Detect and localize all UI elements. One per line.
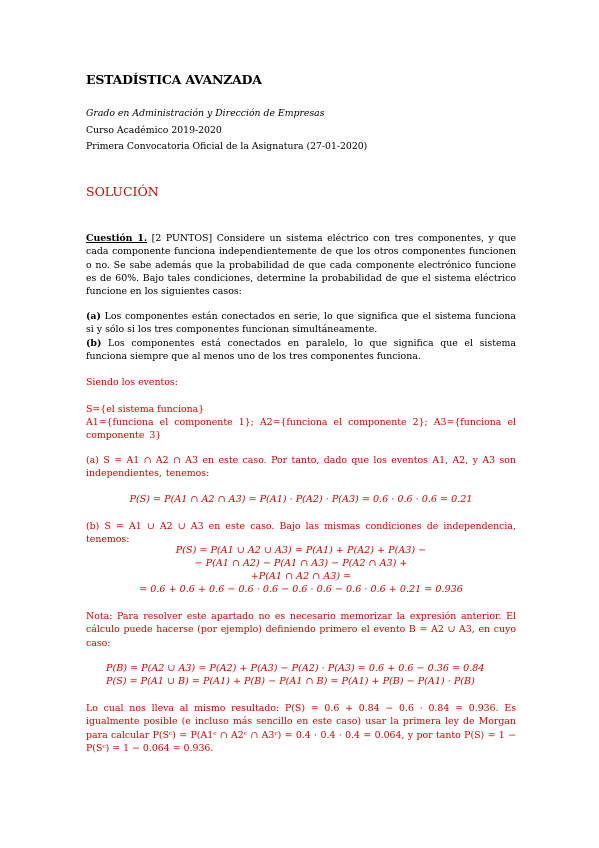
equation-b-line1: P(S) = P(A1 ∪ A2 ∪ A3) = P(A1) + P(A2) + P(A3) − bbox=[175, 545, 427, 556]
answer-part-b: (b) S = A1 ∪ A2 ∪ A3 en este caso. Bajo las mismas condiciones de independencia, tenemos: bbox=[86, 521, 516, 546]
equation-note-1: P(B) = P(A2 ∪ A3) = P(A2) + P(A3) − P(A2) · P(A3) = 0.6 + 0.6 − 0.36 = 0.84 bbox=[106, 663, 485, 674]
course-year-line: Curso Académico 2019-2020 bbox=[86, 125, 222, 136]
equation-a: P(S) = P(A1 ∩ A2 ∩ A3) = P(A1) · P(A2) · P(A3) = 0.6 · 0.6 · 0.6 = 0.21 bbox=[129, 494, 473, 505]
course-title: ESTADÍSTICA AVANZADA bbox=[86, 72, 262, 87]
note-paragraph: Nota: Para resolver este apartado no es necesario memorizar la expresión anterior. El cálculo puede hacerse (por ejemplo) definiendo primero el evento B = A2 ∪ A3, en cuyo caso: bbox=[86, 611, 516, 649]
equation-note-2: P(S) = P(A1 ∪ B) = P(A1) + P(B) − P(A1 ∩ B) = P(A1) + P(B) − P(A1) · P(B) bbox=[106, 676, 475, 687]
part-b-label: (b) bbox=[86, 338, 102, 349]
equation-b-line3: +P(A1 ∩ A2 ∩ A3) = bbox=[250, 571, 352, 582]
part-b-statement bbox=[86, 337, 516, 364]
event-s: S={el sistema funciona} bbox=[86, 404, 205, 415]
question-statement bbox=[86, 232, 516, 298]
solution-heading: SOLUCIÓN bbox=[86, 184, 159, 199]
equation-b-line2: − P(A1 ∩ A2) − P(A1 ∩ A3) − P(A2 ∩ A3) + bbox=[194, 558, 408, 569]
part-a-label: (a) bbox=[86, 311, 101, 322]
events-intro: Siendo los eventos: bbox=[86, 377, 178, 388]
exam-line: Primera Convocatoria Oficial de la Asignatura (27-01-2020) bbox=[86, 141, 368, 152]
degree-line: Grado en Administración y Dirección de Empresas bbox=[86, 108, 325, 119]
part-b-text: Los componentes está conectados en paralelo, lo que significa que el sistema funciona siempre que al menos uno de los tres componentes funciona. bbox=[86, 338, 516, 363]
question-text: [2 PUNTOS] Considere un sistema eléctrico con tres componentes, y que cada componente funciona independientemente de que los otros componentes funcionen o no. Se sabe además que la probabilidad de que cada componente electrónico funcione es de 60%. Bajo tales condiciones, determine la probabilidad de que el sistema eléctrico funcione en los siguientes casos: bbox=[86, 233, 516, 298]
part-a-statement bbox=[86, 310, 516, 337]
part-a-text: Los componentes están conectados en serie, lo que significa que el sistema funciona si y sólo si los tres componentes funcionan simultáneamente. bbox=[86, 311, 516, 336]
equation-b-line4: = 0.6 + 0.6 + 0.6 − 0.6 · 0.6 − 0.6 · 0.6 − 0.6 · 0.6 + 0.21 = 0.936 bbox=[139, 584, 463, 595]
answer-part-a: (a) S = A1 ∩ A2 ∩ A3 en este caso. Por tanto, dado que los eventos A1, A2, y A3 son independientes, tenemos: bbox=[86, 455, 516, 480]
event-components: A1={funciona el componente 1}; A2={funciona el componente 2}; A3={funciona el componente 3} bbox=[86, 417, 516, 442]
question-label: Cuestión 1. bbox=[86, 233, 148, 244]
conclusion-paragraph: Lo cual nos lleva al mismo resultado: P(S) = 0.6 + 0.84 − 0.6 · 0.84 = 0.936. Es igualmente posible (e incluso más sencillo en este caso) usar la primera ley de Morgan para calcular P(Sᶜ) = P(A1ᶜ ∩ A2ᶜ ∩ A3ᶜ) = 0.4 · 0.4 · 0.4 = 0.064, y por tanto P(S) = 1 − P(Sᶜ) = 1 − 0.064 = 0.936. bbox=[86, 703, 516, 754]
